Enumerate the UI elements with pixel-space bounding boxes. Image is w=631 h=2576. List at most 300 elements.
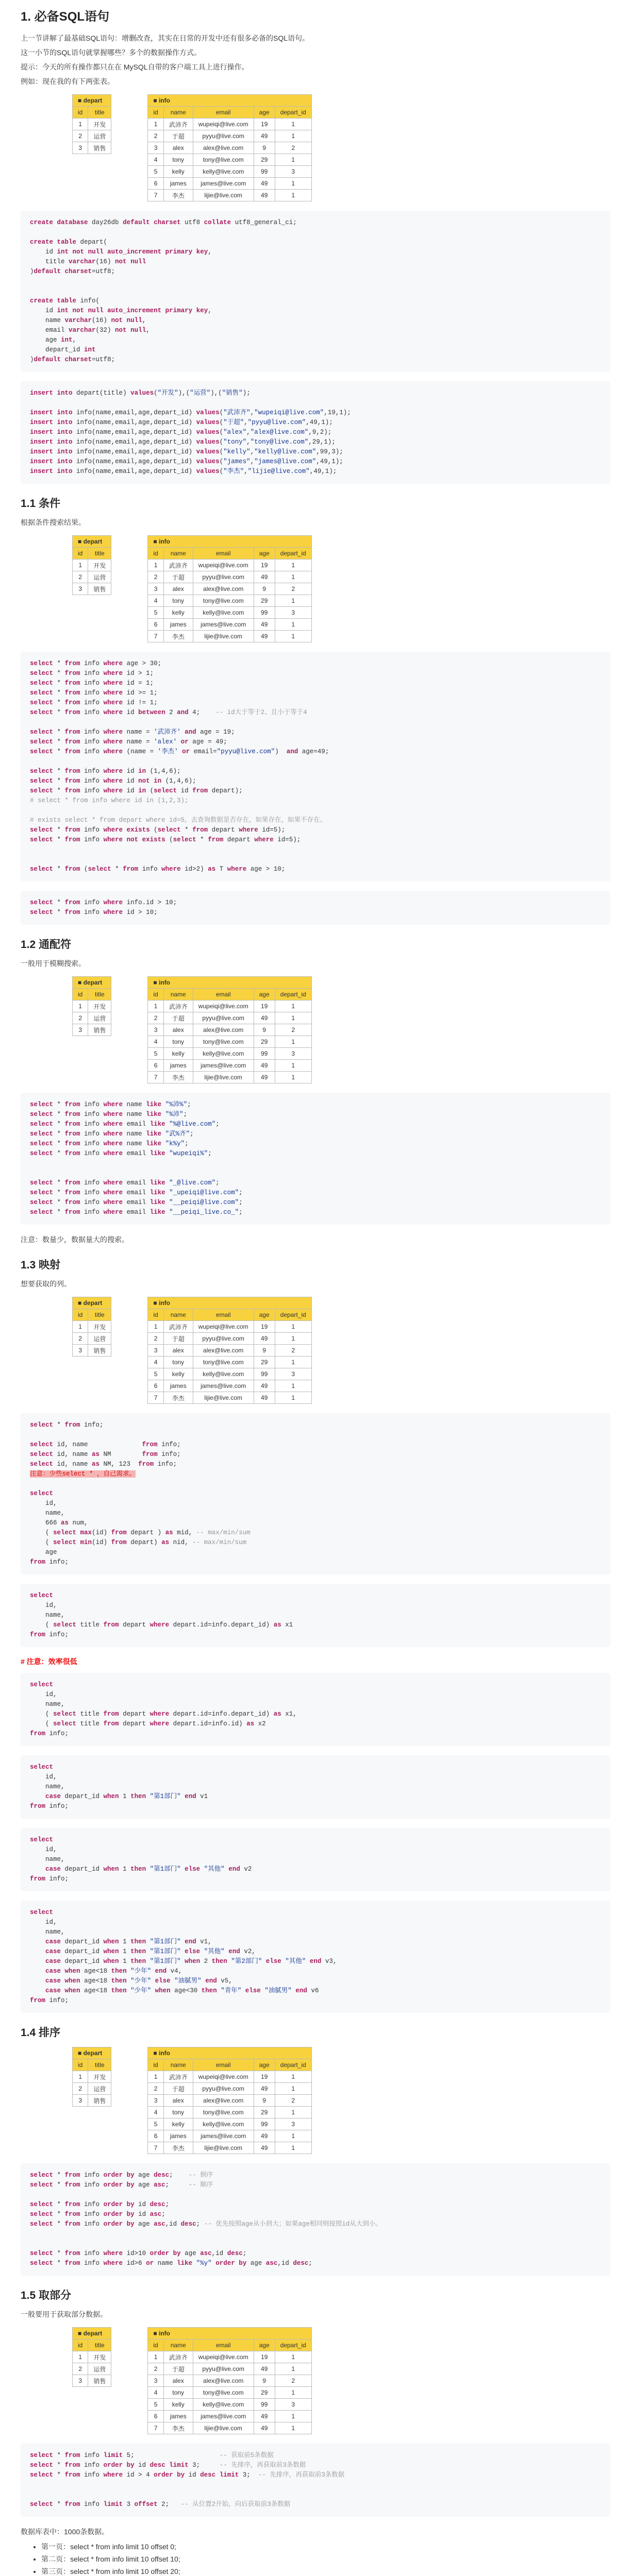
table-row [148,166,311,178]
table-cell: 3 [275,2119,311,2130]
table-row [148,2095,311,2107]
table-cell: 武沛齐 [163,2351,193,2363]
table-cell: 1 [275,1036,311,1048]
column-header: title [88,2340,111,2351]
table-pair [72,535,610,642]
table-cell: 1 [275,2411,311,2422]
code-block: select id, name, ( select title from depart where depart.id=info.depart_id) as x1, ( select title from depart where depart.id=info.id) as x2 from info; [21,1673,610,1746]
column-header: id [148,2340,163,2351]
table-cell: 29 [254,2387,275,2399]
table-cell: alex@live.com [193,1345,254,1357]
column-header: id [73,107,88,118]
table-cell: 1 [275,1012,311,1024]
depart-table [72,535,111,595]
table-cell: 3 [73,583,88,595]
table-cell: pyyu@live.com [193,571,254,583]
table-row [148,178,311,190]
info-table [147,535,311,642]
column-header: title [88,989,111,1001]
depart-table [72,2327,111,2387]
table-cell: 销售 [88,142,111,154]
table-cell: 李杰 [163,2422,193,2434]
table-cell: 6 [148,2411,163,2422]
table-cell: 9 [254,1345,275,1357]
table-name: ■ info [148,95,311,107]
table-cell: alex@live.com [193,1024,254,1036]
table-row [148,142,311,154]
table-row [148,1357,311,1368]
table-row [148,1380,311,1392]
table-cell: 3 [275,166,311,178]
section-desc: 想要获取的列。 [21,1280,71,1288]
table-row [148,583,311,595]
table-cell: 2 [275,2095,311,2107]
table-row [73,2095,111,2107]
table-row [148,130,311,142]
table-row [148,1368,311,1380]
table-cell: 3 [148,2375,163,2387]
code-block: select id, name, case depart_id when 1 then "第1部门" end v1 from info; [21,1755,610,1819]
table-cell: 2 [73,130,88,142]
column-header: id [148,989,163,1001]
table-row [73,130,111,142]
table-cell: 49 [254,1333,275,1345]
table-cell: 5 [148,1368,163,1380]
table-cell: 1 [275,2387,311,2399]
table-cell: 29 [254,2107,275,2119]
table-cell: 1 [148,118,163,130]
table-cell: 运营 [88,2083,111,2095]
table-cell: 2 [148,130,163,142]
column-header: id [73,548,88,560]
table-cell: 3 [275,1048,311,1060]
table-row [148,607,311,619]
table-row [73,571,111,583]
section-title: 1.3 映射 [21,1259,61,1271]
table-cell: 1 [275,2083,311,2095]
table-cell: 9 [254,583,275,595]
table-pair [72,976,610,1083]
section-title: 1.5 取部分 [21,2290,72,2301]
table-cell: 3 [148,2095,163,2107]
column-header: age [254,989,275,1001]
column-header: age [254,2340,275,2351]
table-cell: james [163,1060,193,1072]
table-cell: 3 [275,1368,311,1380]
table-cell: 开发 [88,2071,111,2083]
table-cell: kelly [163,607,193,619]
table-cell: 1 [275,1001,311,1012]
table-cell: 1 [275,178,311,190]
table-cell: 1 [275,1392,311,1404]
column-header: name [163,2340,193,2351]
table-cell: 运营 [88,571,111,583]
column-header: email [193,2340,254,2351]
table-cell: 1 [73,118,88,130]
table-cell: lijie@live.com [193,2142,254,2154]
table-cell: wupeiqi@live.com [193,560,254,571]
table-cell: 7 [148,1072,163,1083]
table-cell: 1 [275,1380,311,1392]
table-row [73,2375,111,2387]
table-cell: 1 [148,2351,163,2363]
table-row [73,1001,111,1012]
table-cell: wupeiqi@live.com [193,1001,254,1012]
column-header: name [163,2059,193,2071]
column-header: title [88,548,111,560]
table-cell: 于超 [163,2083,193,2095]
table-cell: 1 [275,130,311,142]
table-row [148,2107,311,2119]
depart-table [72,1297,111,1357]
table-cell: tony@live.com [193,1036,254,1048]
table-row [73,1321,111,1333]
table-cell: tony@live.com [193,1357,254,1368]
table-cell: kelly [163,2399,193,2411]
section-title: 1.1 条件 [21,498,61,510]
column-header: email [193,2059,254,2071]
table-cell: alex [163,1024,193,1036]
table-cell: 1 [275,560,311,571]
table-cell: 1 [73,560,88,571]
column-header: name [163,989,193,1001]
table-row [148,2363,311,2375]
table-cell: lijie@live.com [193,631,254,642]
table-cell: 6 [148,2130,163,2142]
table-cell: 5 [148,2119,163,2130]
section-desc: 一般要用于获取部分数据。 [21,2310,107,2318]
table-cell: 49 [254,2363,275,2375]
intro-line-3: 提示：今天的所有操作都只在在 MySQL自带的客户端工具上进行操作。 [21,63,249,71]
column-header: depart_id [275,107,311,118]
table-row [73,1345,111,1357]
depart-table [72,2047,111,2107]
table-row [148,571,311,583]
info-table [147,976,311,1083]
table-cell: 49 [254,1392,275,1404]
table-cell: 2 [73,2363,88,2375]
table-cell: 9 [254,1024,275,1036]
table-cell: 49 [254,178,275,190]
table-row [148,2387,311,2399]
table-cell: alex [163,2095,193,2107]
table-cell: 1 [275,631,311,642]
column-header: name [163,1309,193,1321]
table-cell: 7 [148,2422,163,2434]
table-cell: 2 [148,2363,163,2375]
table-cell: 5 [148,2399,163,2411]
code-block: select * from info; select id, name from info; select id, name as NM from info; select id, name as NM, 123 from info; 注意：少些select * ，自己需求。 select id, name, 666 as num, ( select max(id) from depart ) as mid, -- max/min/sum ( select min(id) from depart) as nid, -- max/min/sum age from info; [21,1413,610,1574]
column-header: age [254,2059,275,2071]
table-row [148,2083,311,2095]
column-header: id [73,1309,88,1321]
code-block: create database day26db default charset utf8 collate utf8_general_ci; create table depart( id int not null auto_increment primary key, title varchar(16) not null )default charset=utf8; create table info( id int not null auto_increment primary key, name varchar(16) not null, email varchar(32) not null, age int, depart_id int )default charset=utf8; [21,211,610,372]
column-header: age [254,1309,275,1321]
table-cell: 99 [254,166,275,178]
table-cell: 1 [148,2071,163,2083]
table-row [148,1048,311,1060]
table-cell: kelly [163,1368,193,1380]
table-cell: pyyu@live.com [193,2363,254,2375]
table-pair [72,2327,610,2434]
table-cell: 2 [148,1333,163,1345]
table-cell: 销售 [88,2095,111,2107]
table-row [73,142,111,154]
table-cell: james@live.com [193,1060,254,1072]
table-cell: wupeiqi@live.com [193,118,254,130]
table-cell: 于超 [163,1012,193,1024]
table-cell: 武沛齐 [163,1321,193,1333]
table-cell: 7 [148,1392,163,1404]
table-cell: 99 [254,1048,275,1060]
table-cell: 5 [148,607,163,619]
table-row [148,619,311,631]
section-desc: 根据条件搜索结果。 [21,518,86,527]
table-cell: 1 [275,1333,311,1345]
table-row [148,1001,311,1012]
table-cell: kelly@live.com [193,1368,254,1380]
code-block: select id, name, case depart_id when 1 then "第1部门" end v1, case depart_id when 1 then "第1部门" else "其他" end v2, case depart_id when 1 then "第1部门" when 2 then "第2部门" else "其他" end v3, case when age<18 then "少年" end v4, case when age<18 then "少年" else "油腻男" end v5, case when age<18 then "少年" when age<30 then "青年" else "油腻男" end v6 from info; [21,1901,610,2013]
code-block: select id, name, ( select title from depart where depart.id=info.depart_id) as x1 from info; [21,1584,610,1647]
table-cell: 2 [148,1012,163,1024]
table-cell: 1 [275,154,311,166]
table-cell: 6 [148,619,163,631]
warning-note: # 注意：效率很低 [21,1657,77,1666]
table-cell: 3 [148,1024,163,1036]
info-table [147,2327,311,2434]
table-cell: 29 [254,1036,275,1048]
intro-line-1: 上一节讲解了最基础SQL语句：增删改查，其实在日常的开发中还有很多必备的SQL语句。 [21,34,310,42]
section-title: 1.4 排序 [21,2027,61,2039]
table-cell: 3 [148,583,163,595]
table-row [148,1333,311,1345]
code-block: select * from info order by age desc; -- 倒序 select * from info order by age asc; -- 顺序 select * from info order by id desc; select * from info order by id asc; select * from info order by age asc,id desc; -- 优先按照age从小到大；如果age相同则按照id从大到小。 select * from info where id>10 order by age asc,id desc; select * from info where id>6 or name like "%y" order by age asc,id desc; [21,2163,610,2276]
table-row [73,2083,111,2095]
column-header: depart_id [275,2059,311,2071]
table-name: ■ info [148,1297,311,1309]
table-pair [72,1297,610,1404]
table-row [148,1321,311,1333]
section-note: 注意：数量少，数据量大的搜索。 [21,1235,129,1244]
table-cell: 开发 [88,560,111,571]
table-row [148,560,311,571]
table-cell: wupeiqi@live.com [193,1321,254,1333]
table-cell: alex [163,2375,193,2387]
table-cell: 武沛齐 [163,1001,193,1012]
table-cell: 29 [254,595,275,607]
table-name: ■ info [148,2047,311,2059]
table-row [148,1072,311,1083]
table-cell: 李杰 [163,1392,193,1404]
table-cell: kelly@live.com [193,166,254,178]
section-desc: 一般用于模糊搜索。 [21,959,86,968]
table-cell: 49 [254,1012,275,1024]
table-name: ■ depart [73,2047,111,2059]
table-cell: tony [163,1357,193,1368]
table-cell: 3 [73,2095,88,2107]
table-name: ■ info [148,977,311,989]
table-cell: tony@live.com [193,154,254,166]
table-cell: 于超 [163,2363,193,2375]
table-cell: 49 [254,1060,275,1072]
column-header: depart_id [275,2340,311,2351]
table-row [148,2422,311,2434]
column-header: depart_id [275,989,311,1001]
table-cell: 19 [254,560,275,571]
table-row [148,595,311,607]
table-cell: tony [163,154,193,166]
table-row [148,631,311,642]
table-cell: 1 [275,118,311,130]
code-block: select * from info where age > 30; select * from info where id > 1; select * from info where id = 1; select * from info where id >= 1; select * from info where id != 1; select * from info where id between 2 and 4; -- id大于等于2、且小于等于4 select * from info where name = '武沛齐' and age = 19; select * from info where name = 'alex' or age = 49; select * from info where (name = '李杰' or email="pyyu@live.com") and age=49; select * from info where id in (1,4,6); select * from info where id not in (1,4,6); select * from info where id in (select id from depart); # select * from info where id in (1,2,3); # exists select * from depart where id=5，去查询数据是否存在，如果存在，如果不存在。 select * from info where exists (select * from depart where id=5); select * from info where not exists (select * from depart where id=5); select * from (select * from info where id>2) as T where age > 10; [21,652,610,882]
table-row [73,1333,111,1345]
table-cell: 开发 [88,1001,111,1012]
table-cell: 开发 [88,2351,111,2363]
code-block: select * from info where name like "%沛%"; select * from info where name like "%沛"; select * from info where email like "%@live.com"; select * from info where name like "武%齐"; select * from info where name like "k%y"; select * from info where email like "wupeiqi%"; select * from info where email like "_@live.com"; select * from info where email like "_upeiqi@live.com"; select * from info where email like "__peiqi@live.com"; select * from info where email like "__peiqi_live.co_"; [21,1093,610,1225]
table-cell: 49 [254,2142,275,2154]
table-cell: 2 [275,2375,311,2387]
table-cell: alex@live.com [193,142,254,154]
table-cell: 2 [73,1333,88,1345]
column-header: title [88,107,111,118]
table-cell: 49 [254,2422,275,2434]
table-cell: kelly [163,2119,193,2130]
table-cell: 4 [148,595,163,607]
table-cell: james [163,2411,193,2422]
depart-table [72,976,111,1036]
table-cell: 6 [148,1060,163,1072]
table-cell: 29 [254,1357,275,1368]
table-cell: 99 [254,1368,275,1380]
table-cell: tony [163,2387,193,2399]
info-table [147,2047,311,2154]
table-cell: 销售 [88,2375,111,2387]
table-row [73,2071,111,2083]
table-cell: 1 [275,595,311,607]
table-cell: 7 [148,631,163,642]
column-header: email [193,1309,254,1321]
table-cell: tony [163,595,193,607]
paging-intro: 数据库表中：1000条数据。 [21,2528,109,2536]
table-cell: 4 [148,2107,163,2119]
table-cell: alex [163,1345,193,1357]
table-cell: 运营 [88,2363,111,2375]
table-cell: 1 [275,2071,311,2083]
table-cell: 2 [73,2083,88,2095]
table-cell: 3 [73,1024,88,1036]
table-cell: 2 [275,1024,311,1036]
table-cell: pyyu@live.com [193,2083,254,2095]
table-cell: wupeiqi@live.com [193,2071,254,2083]
table-cell: 李杰 [163,2142,193,2154]
table-cell: pyyu@live.com [193,1012,254,1024]
table-cell: 1 [275,2363,311,2375]
table-cell: james [163,2130,193,2142]
column-header: name [163,548,193,560]
column-header: email [193,989,254,1001]
table-name: ■ depart [73,536,111,548]
table-cell: 开发 [88,1321,111,1333]
table-cell: 运营 [88,130,111,142]
table-cell: lijie@live.com [193,1072,254,1083]
table-row [148,2142,311,2154]
table-cell: 1 [275,2107,311,2119]
table-row [73,118,111,130]
table-cell: 3 [275,607,311,619]
table-row [73,2351,111,2363]
column-header: id [73,2340,88,2351]
table-cell: kelly@live.com [193,1048,254,1060]
table-cell: 49 [254,571,275,583]
table-pair [72,2047,610,2154]
table-cell: tony@live.com [193,595,254,607]
table-cell: tony@live.com [193,2107,254,2119]
table-cell: 2 [148,571,163,583]
table-cell: 3 [148,1345,163,1357]
table-cell: 1 [275,2130,311,2142]
column-header: title [88,2059,111,2071]
table-name: ■ depart [73,977,111,989]
table-cell: 7 [148,2142,163,2154]
table-cell: 于超 [163,1333,193,1345]
table-row [148,190,311,201]
info-table [147,1297,311,1404]
column-header: age [254,548,275,560]
table-cell: 李杰 [163,631,193,642]
table-cell: 开发 [88,118,111,130]
table-cell: 19 [254,1001,275,1012]
table-cell: 3 [73,142,88,154]
table-cell: 1 [148,560,163,571]
table-row [148,2119,311,2130]
column-header: email [193,548,254,560]
table-cell: 4 [148,2387,163,2399]
table-row [148,154,311,166]
table-row [73,583,111,595]
table-name: ■ info [148,2328,311,2340]
table-cell: 99 [254,2119,275,2130]
table-cell: alex [163,142,193,154]
table-cell: 于超 [163,571,193,583]
table-cell: pyyu@live.com [193,1333,254,1345]
column-header: id [148,2059,163,2071]
code-block: insert into depart(title) values("开发"),("运营"),("销售"); insert into info(name,email,age,depart_id) values("武沛齐","wupeiqi@live.com",19,1); insert into info(name,email,age,depart_id) values("于超","pyyu@live.com",49,1); insert into info(name,email,age,depart_id) values("alex","alex@live.com",9,2); insert into info(name,email,age,depart_id) values("tony","tony@live.com",29,1); insert into info(name,email,age,depart_id) values("kelly","kelly@live.com",99,3); insert into info(name,email,age,depart_id) values("james","james@live.com",49,1); insert into info(name,email,age,depart_id) values("李杰","lijie@live.com",49,1); [21,381,610,484]
table-cell: 1 [148,1321,163,1333]
table-cell: 1 [275,1321,311,1333]
table-row [148,1392,311,1404]
table-row [148,1060,311,1072]
column-header: id [148,107,163,118]
table-cell: 1 [73,1321,88,1333]
table-cell: james [163,1380,193,1392]
column-header: id [73,2059,88,2071]
table-cell: james@live.com [193,2130,254,2142]
table-row [148,2071,311,2083]
table-cell: tony [163,2107,193,2119]
column-header: id [148,548,163,560]
table-cell: 7 [148,190,163,201]
table-cell: 19 [254,2351,275,2363]
table-cell: 49 [254,190,275,201]
table-cell: james@live.com [193,619,254,631]
intro-line-4: 例如：现在我的有下两张表。 [21,77,114,86]
depart-table [72,94,111,154]
table-cell: alex@live.com [193,583,254,595]
table-cell: tony@live.com [193,2387,254,2399]
table-cell: 99 [254,2399,275,2411]
paging-list [31,2540,610,2576]
table-cell: kelly [163,1048,193,1060]
